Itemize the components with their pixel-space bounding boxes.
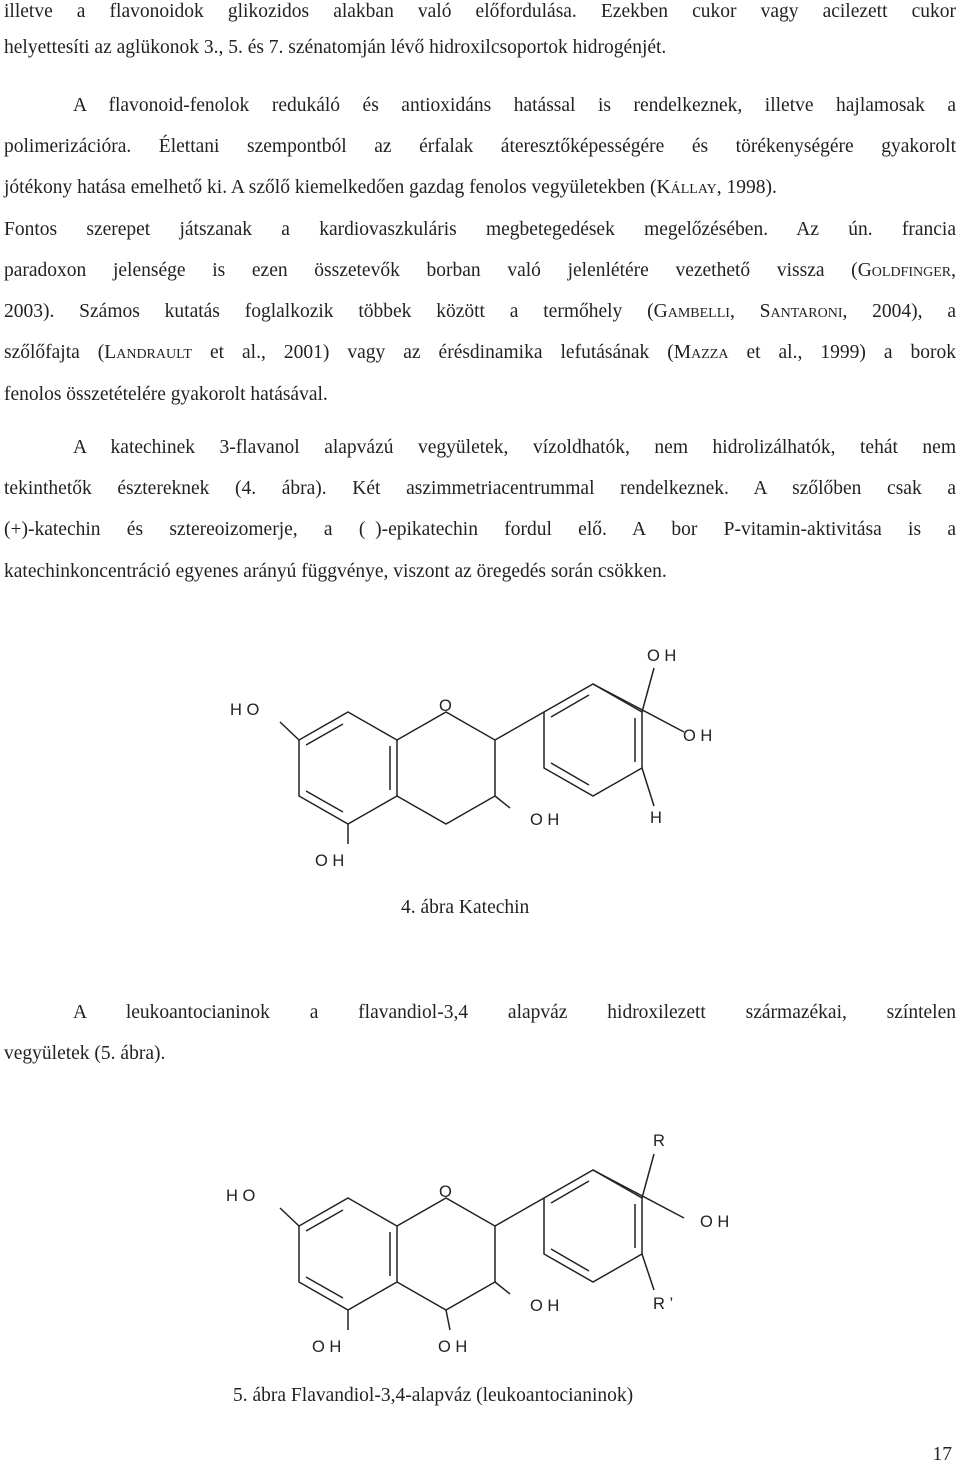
double-bond bbox=[306, 1277, 343, 1298]
bond bbox=[495, 796, 510, 808]
citation-author bbox=[760, 301, 843, 322]
ring-a bbox=[299, 1198, 397, 1310]
text-span: , bbox=[951, 260, 956, 281]
text-span: szőlőfajta ( bbox=[4, 342, 105, 363]
text-line: vegyületek (5. ábra). bbox=[4, 1043, 166, 1064]
atom-label: O H bbox=[315, 852, 345, 870]
double-bond bbox=[306, 724, 343, 745]
text-span: S bbox=[759, 301, 771, 322]
text-line: helyettesíti az aglükonok 3., 5. és 7. szénatomján lévő hidroxilcsoportok hidrogénjét. bbox=[4, 37, 667, 58]
atom-label: O H bbox=[312, 1338, 342, 1356]
citation-author bbox=[674, 342, 729, 363]
bond bbox=[495, 1198, 544, 1226]
text-span: M bbox=[673, 342, 692, 363]
text-span: L bbox=[104, 342, 117, 363]
double-bond bbox=[306, 791, 343, 812]
ring-c bbox=[397, 712, 495, 824]
text-span: andrault bbox=[116, 342, 192, 363]
text-line bbox=[4, 300, 956, 324]
atom-label: O bbox=[439, 1183, 452, 1201]
ring-c bbox=[397, 1198, 495, 1310]
text-span: ambelli bbox=[667, 301, 730, 322]
figure-caption: 4. ábra Katechin bbox=[401, 897, 530, 918]
atom-label: O bbox=[439, 697, 452, 715]
katechin-structure bbox=[0, 640, 960, 900]
bond bbox=[495, 712, 544, 740]
text-span: paradoxon jelensége is ezen összetevők borban való jelenlétére vezethető vissza ( bbox=[4, 260, 858, 281]
bond bbox=[280, 722, 299, 740]
text-span: G bbox=[653, 301, 668, 322]
text-span: , bbox=[729, 301, 760, 322]
text-line: polimerizációra. Élettani szempontból az érfalak áteresztőképességére és törékenységére gyakorolt bbox=[4, 136, 956, 157]
text-line: A leukoantocianinok a flavandiol-3,4 alapváz hidroxilezett származékai, színtelen bbox=[73, 1002, 956, 1023]
text-line: (+)-katechin és sztereoizomerje, a ( )-epikatechin fordul elő. A bor P-vitamin-aktivitása is a bbox=[4, 519, 956, 540]
bond bbox=[642, 668, 654, 712]
text-line bbox=[4, 341, 956, 365]
text-span: , 1998). bbox=[716, 177, 777, 198]
bond bbox=[280, 1208, 299, 1226]
text-span: 2003). Számos kutatás foglalkozik többek között a termőhely ( bbox=[4, 301, 654, 322]
citation-author bbox=[104, 342, 192, 363]
text-span: , 2004), a bbox=[842, 301, 957, 322]
atom-label: O H bbox=[647, 647, 677, 665]
text-line: Fontos szerepet játszanak a kardiovaszkuláris megbetegedések megelőzésében. Az ún. francia bbox=[4, 219, 956, 240]
ring-a bbox=[299, 712, 397, 824]
citation-author bbox=[858, 260, 951, 281]
page-number: 17 bbox=[932, 1444, 952, 1465]
text-span: antaroni bbox=[770, 301, 843, 322]
text-line bbox=[4, 259, 956, 283]
text-line: fenolos összetételére gyakorolt hatásával. bbox=[4, 384, 328, 405]
atom-label: O H bbox=[530, 1297, 560, 1315]
bond bbox=[593, 684, 684, 732]
text-span: et al., 1999) a borok bbox=[728, 342, 956, 363]
double-bond bbox=[306, 1210, 343, 1231]
double-bond bbox=[551, 763, 589, 785]
text-span: azza bbox=[691, 342, 729, 363]
bond bbox=[593, 1170, 684, 1218]
flavandiol-structure bbox=[0, 1120, 960, 1360]
citation-author bbox=[657, 177, 717, 198]
bond bbox=[495, 1282, 510, 1294]
atom-label: O H bbox=[700, 1213, 730, 1231]
text-line: katechinkoncentráció egyenes arányú függvénye, viszont az öregedés során csökken. bbox=[4, 561, 667, 582]
text-span: jótékony hatása emelhető ki. A szőlő kiemelkedően gazdag fenolos vegyületekben ( bbox=[4, 177, 657, 198]
ring-b bbox=[544, 684, 642, 796]
bond bbox=[642, 1254, 654, 1290]
atom-label: H O bbox=[230, 701, 260, 719]
citation-author bbox=[654, 301, 730, 322]
text-span: et al., 2001) vagy az érésdinamika lefutásának ( bbox=[191, 342, 674, 363]
bond bbox=[446, 1310, 450, 1330]
bond bbox=[642, 768, 654, 806]
text-line: A flavonoid-fenolok redukáló és antioxidáns hatással is rendelkeznek, illetve hajlamosak a bbox=[73, 95, 956, 116]
text-line: illetve a flavonoidok glikozidos alakban való előfordulása. Ezekben cukor vagy acilezett cukor bbox=[4, 1, 956, 22]
double-bond bbox=[551, 1249, 589, 1271]
atom-label: H bbox=[650, 809, 662, 827]
text-span: oldfinger bbox=[871, 260, 952, 281]
bond bbox=[642, 1154, 654, 1198]
atom-label: R ’ bbox=[653, 1295, 674, 1313]
text-line: tekinthetők észtereknek (4. ábra). Két aszimmetriacentrummal rendelkeznek. A szőlőben csak a bbox=[4, 478, 956, 499]
text-span: G bbox=[857, 260, 872, 281]
double-bond bbox=[551, 1181, 589, 1203]
ring-b bbox=[544, 1170, 642, 1282]
figure-caption: 5. ábra Flavandiol-3,4-alapváz (leukoantocianinok) bbox=[233, 1385, 634, 1406]
text-span: állay bbox=[670, 177, 717, 198]
atom-label: O H bbox=[438, 1338, 468, 1356]
atom-label: O H bbox=[683, 727, 713, 745]
text-line bbox=[4, 176, 956, 200]
text-line: A katechinek 3-flavanol alapvázú vegyületek, vízoldhatók, nem hidrolizálhatók, tehát nem bbox=[73, 437, 956, 458]
double-bond bbox=[551, 695, 589, 717]
atom-label: O H bbox=[530, 811, 560, 829]
atom-label: R bbox=[653, 1132, 665, 1150]
atom-label: H O bbox=[226, 1187, 256, 1205]
text-span: K bbox=[656, 177, 671, 198]
